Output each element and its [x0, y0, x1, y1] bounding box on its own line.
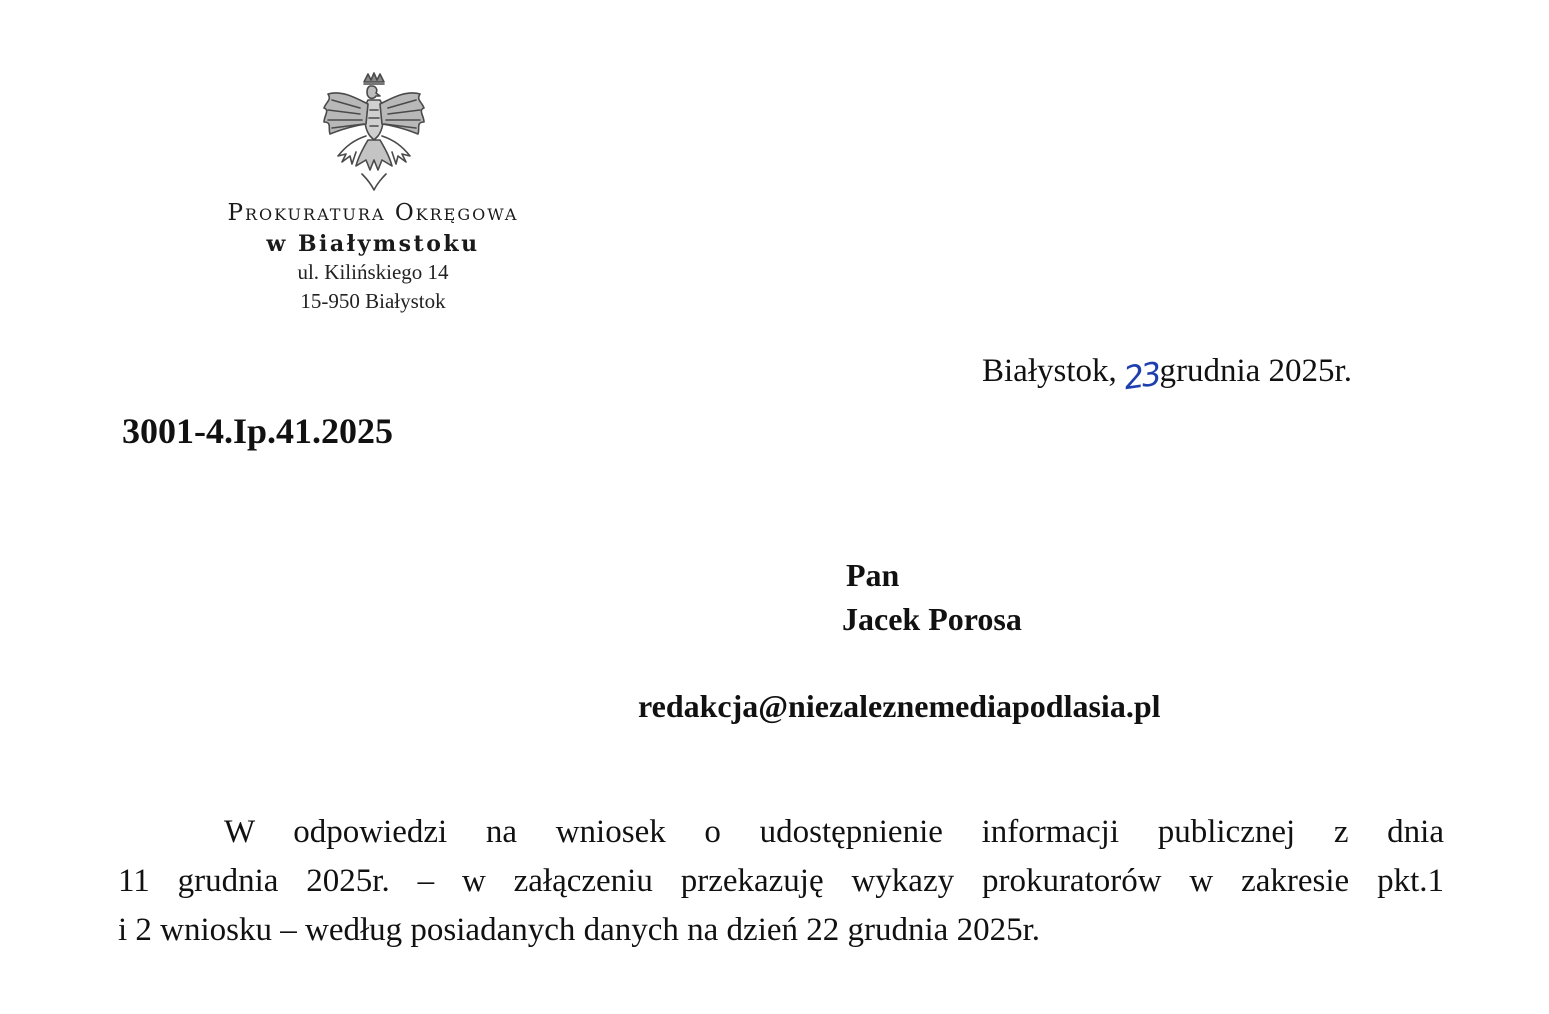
organization-street: ul. Kilińskiego 14	[297, 260, 449, 284]
polish-eagle-emblem-icon	[312, 70, 436, 194]
date-month-year: grudnia 2025r.	[1159, 353, 1352, 389]
recipient-name: Jacek Porosa	[842, 601, 1022, 637]
date-day-handwritten: 23	[1121, 354, 1161, 398]
recipient-block	[842, 553, 1022, 641]
case-reference-number: 3001-4.Ip.41.2025	[122, 411, 394, 451]
recipient-salutation: Pan	[846, 557, 900, 593]
letter-body	[118, 808, 1444, 955]
body-line-1: W odpowiedzi na wniosek o udostępnienie informacji publicznej z dnia	[224, 814, 1444, 850]
organization-header	[150, 196, 596, 316]
letter-date	[982, 348, 1352, 398]
organization-postal: 15-950 Białystok	[300, 289, 446, 313]
organization-name: Prokuratura Okręgowa	[227, 200, 519, 226]
date-place: Białystok,	[982, 353, 1117, 389]
organization-city: w Białymstoku	[266, 231, 480, 257]
body-line-3: i 2 wniosku – według posiadanych danych na dzień 22 grudnia 2025r.	[118, 912, 1040, 948]
body-line-2: 11 grudnia 2025r. – w załączeniu przekazuję wykazy prokuratorów w zakresie pkt.1	[118, 863, 1444, 899]
recipient-email: redakcja@niezaleznemediapodlasia.pl	[638, 688, 1161, 724]
